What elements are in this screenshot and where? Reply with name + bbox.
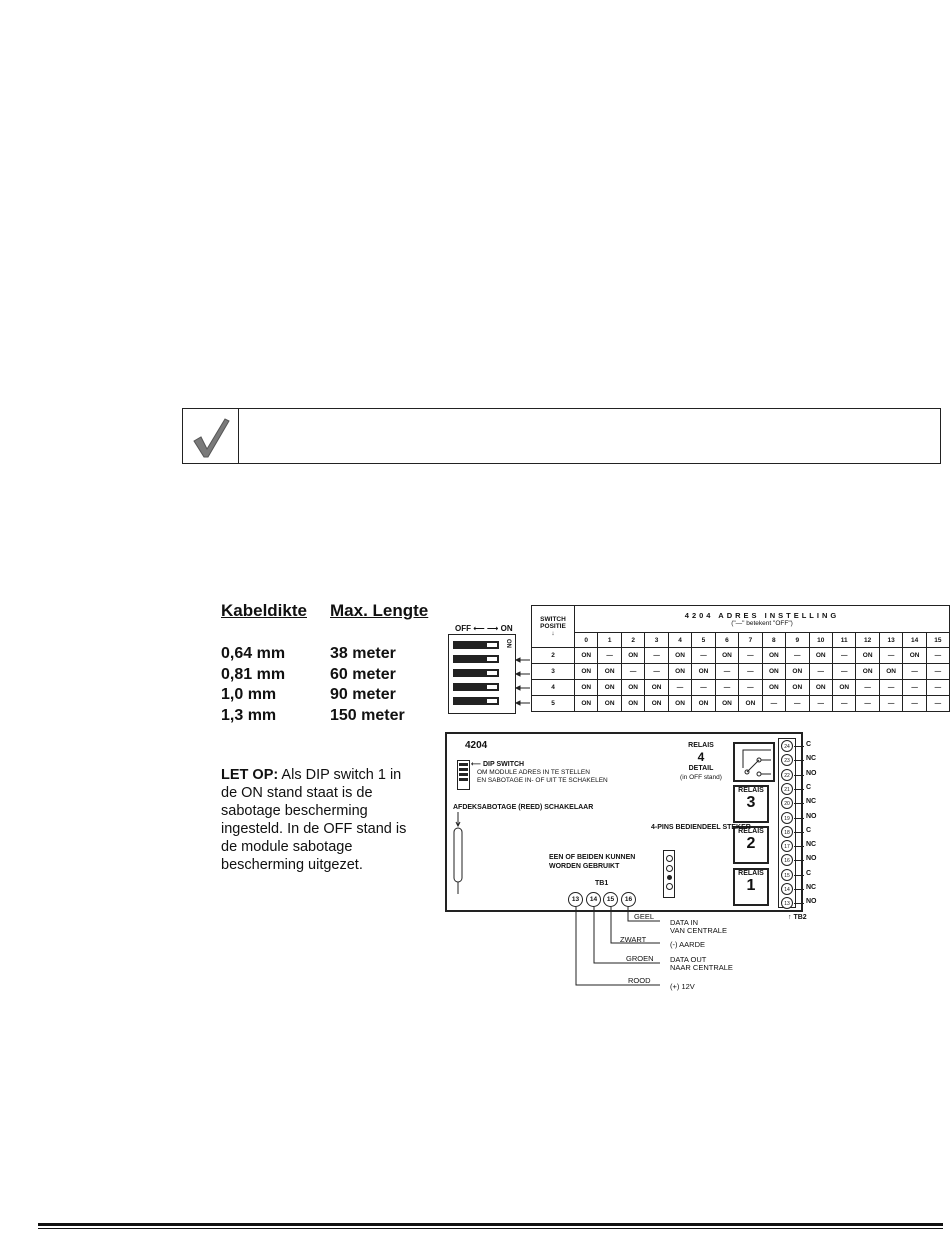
cable-col2-header: Max. Lengte	[330, 601, 429, 620]
tb2-terminal-label: C	[806, 783, 812, 791]
table-cell: ON	[786, 664, 809, 680]
relais-num: 2	[746, 835, 756, 852]
tb1-label: TB1	[595, 880, 609, 887]
wire-desc-groen-2: NAAR CENTRALE	[670, 963, 733, 972]
table-cell: —	[598, 648, 621, 664]
relais-num: 1	[746, 877, 756, 894]
cable-thickness: 0,64 mm	[221, 645, 286, 662]
table-cell: ON	[668, 664, 691, 680]
relais-title: RELAIS	[738, 870, 764, 877]
column-number: 1	[598, 633, 621, 648]
table-row	[532, 664, 950, 680]
table-cell: —	[903, 680, 926, 696]
table-cell: —	[926, 664, 949, 680]
wire-color-zwart: ZWART	[620, 935, 647, 944]
table-cell: —	[692, 680, 715, 696]
switch-position-header: SWITCH POSITIE ↓	[532, 606, 575, 648]
relais-title: RELAIS	[738, 828, 764, 835]
table-cell: —	[926, 696, 949, 712]
table-cell: —	[879, 648, 902, 664]
cable-length: 150 meter	[330, 707, 405, 724]
dip-switch-5	[453, 697, 499, 705]
cable-length: 60 meter	[330, 666, 396, 683]
een-label-1: EEN OF BEIDEN KUNNEN	[549, 854, 636, 861]
tb2-terminal-label: NO	[806, 769, 817, 777]
let-op-text: Als DIP switch 1 in de ON stand staat is de sabotage bescherming ingesteld. In de OFF stand is de module sabotage bescherming uitgezet.	[221, 767, 407, 873]
note-divider	[238, 409, 239, 463]
table-cell: ON	[762, 648, 785, 664]
table-cell: ON	[621, 680, 644, 696]
table-cell: ON	[739, 696, 762, 712]
column-number: 15	[926, 633, 949, 648]
dip-switch-diagram	[448, 634, 516, 714]
relais4-detail-box	[733, 742, 775, 782]
table-cell: ON	[832, 680, 855, 696]
table-cell: ON	[903, 648, 926, 664]
column-number: 6	[715, 633, 738, 648]
tb2-terminal-label: C	[806, 869, 812, 877]
relais4-detail: DETAIL	[688, 765, 714, 772]
dip-desc-1: OM MODULE ADRES IN TE STELLEN	[477, 769, 590, 776]
let-op-note	[221, 766, 421, 874]
table-cell: —	[809, 696, 832, 712]
wire-desc-geel-2: VAN CENTRALE	[670, 926, 727, 935]
relais-title: RELAIS	[738, 787, 764, 794]
table-cell: ON	[598, 664, 621, 680]
table-cell: —	[926, 680, 949, 696]
tb2-lead	[794, 889, 804, 890]
table-cell: —	[668, 680, 691, 696]
table-cell: ON	[715, 648, 738, 664]
column-number: 13	[879, 633, 902, 648]
table-cell: —	[786, 648, 809, 664]
column-number: 2	[621, 633, 644, 648]
table-cell: —	[903, 696, 926, 712]
tb2-terminal: 18	[781, 826, 793, 838]
relais-3-box	[733, 785, 769, 823]
table-cell: —	[856, 696, 879, 712]
relais4-num: 4	[697, 750, 705, 764]
reed-switch-icon	[451, 812, 465, 894]
wire-desc-geel-1: DATA IN	[670, 918, 699, 927]
tb2-lead	[794, 775, 804, 776]
footer-rule-thin	[38, 1228, 943, 1229]
tb2-terminal-label: NO	[806, 898, 817, 906]
tb2-label: ↑ TB2	[788, 914, 807, 921]
tb2-lead	[794, 903, 804, 904]
tb1-terminal: 13	[568, 892, 583, 907]
dip-switch-1	[453, 641, 499, 649]
column-number: 11	[832, 633, 855, 648]
relais4-sub: (in OFF stand)	[680, 774, 722, 781]
tb2-terminal: 13	[781, 897, 793, 909]
tb2-lead	[794, 846, 804, 847]
dip-switch-3	[453, 669, 499, 677]
tb2-terminal-label: NO	[806, 812, 817, 820]
tb2-terminal-label: C	[806, 826, 812, 834]
switch-position: 3	[532, 664, 575, 680]
table-cell: ON	[621, 696, 644, 712]
wire-color-groen: GROEN	[626, 954, 654, 963]
table-cell: ON	[786, 680, 809, 696]
address-title: 4204 ADRES INSTELLING	[684, 611, 840, 620]
column-number: 5	[692, 633, 715, 648]
relais4-title: RELAIS	[688, 742, 714, 749]
tb2-terminal-label: NC	[806, 841, 817, 849]
table-cell: —	[715, 680, 738, 696]
table-cell: —	[903, 664, 926, 680]
table-cell: —	[645, 664, 668, 680]
table-cell: —	[715, 664, 738, 680]
tb1-terminal: 14	[586, 892, 601, 907]
column-number: 4	[668, 633, 691, 648]
dip-pointer-arrows	[514, 655, 532, 710]
address-subtitle: ("—" betekent "OFF")	[731, 620, 793, 627]
cable-thickness: 1,0 mm	[221, 686, 277, 703]
module-name: 4204	[465, 740, 488, 751]
dip-off-on-label: OFF ⟵ ⟶ ON	[455, 624, 513, 633]
column-number: 14	[903, 633, 926, 648]
pins-label: 4-PINS BEDIENDEEL STEKER	[651, 824, 751, 831]
table-cell: ON	[575, 664, 598, 680]
module-4204	[445, 732, 803, 912]
table-cell: —	[786, 696, 809, 712]
tb2-lead	[794, 832, 804, 833]
tb2-lead	[794, 789, 804, 790]
tb2-terminal-label: NO	[806, 855, 817, 863]
cable-thickness: 0,81 mm	[221, 666, 286, 683]
table-cell: ON	[575, 648, 598, 664]
dip-on-label: ON	[505, 639, 511, 648]
cable-length: 90 meter	[330, 686, 396, 703]
wire-desc-zwart-1: (-) AARDE	[670, 940, 706, 949]
table-cell: —	[832, 648, 855, 664]
relais-1-box	[733, 868, 769, 906]
table-cell: —	[832, 696, 855, 712]
table-cell: ON	[692, 696, 715, 712]
tb2-terminal-label: NC	[806, 798, 817, 806]
column-number: 12	[856, 633, 879, 648]
table-cell: ON	[645, 696, 668, 712]
note-box	[182, 408, 941, 464]
address-table-title	[575, 606, 950, 633]
table-cell: ON	[621, 648, 644, 664]
table-row	[532, 648, 950, 664]
dip-switch-icon	[457, 760, 470, 790]
table-cell: ON	[715, 696, 738, 712]
table-cell: —	[879, 696, 902, 712]
table-cell: ON	[809, 680, 832, 696]
een-label-2: WORDEN GEBRUIKT	[549, 863, 620, 870]
table-cell: ON	[856, 664, 879, 680]
tb2-lead	[794, 760, 804, 761]
relay-contact-icon	[735, 744, 773, 780]
table-cell: ON	[879, 664, 902, 680]
column-number: 7	[739, 633, 762, 648]
table-row	[532, 696, 950, 712]
tb1-terminal: 15	[603, 892, 618, 907]
let-op-label: LET OP:	[221, 767, 279, 783]
cable-length: 38 meter	[330, 645, 396, 662]
cable-thickness: 1,3 mm	[221, 707, 277, 724]
reed-switch-label: AFDEKSABOTAGE (REED) SCHAKELAAR	[453, 804, 594, 811]
tb2-terminal: 20	[781, 797, 793, 809]
tb2-terminal-label: NC	[806, 884, 817, 891]
tb2-terminal: 17	[781, 840, 793, 852]
table-cell: ON	[668, 696, 691, 712]
table-cell: ON	[856, 648, 879, 664]
table-cell: ON	[692, 664, 715, 680]
checkmark-icon	[191, 415, 231, 464]
column-number: 10	[809, 633, 832, 648]
column-number: 8	[762, 633, 785, 648]
switch-position: 2	[532, 648, 575, 664]
table-cell: —	[645, 648, 668, 664]
table-cell: ON	[762, 680, 785, 696]
table-cell: —	[739, 664, 762, 680]
relais-2-box	[733, 826, 769, 864]
table-cell: —	[762, 696, 785, 712]
tb2-terminal: 19	[781, 812, 793, 824]
relais-num: 3	[746, 794, 756, 811]
address-table	[531, 605, 950, 712]
table-cell: —	[856, 680, 879, 696]
dip-switch-4	[453, 683, 499, 691]
switch-header-text: SWITCH POSITIE	[540, 616, 566, 630]
table-cell: —	[621, 664, 644, 680]
tb2-lead	[794, 860, 804, 861]
column-number: 0	[575, 633, 598, 648]
table-cell: ON	[762, 664, 785, 680]
table-cell: ON	[575, 696, 598, 712]
table-cell: ON	[575, 680, 598, 696]
table-cell: —	[832, 664, 855, 680]
tb2-terminal-label: NC	[806, 755, 817, 763]
table-cell: ON	[598, 680, 621, 696]
table-cell: —	[809, 664, 832, 680]
tb2-lead	[794, 746, 804, 747]
column-number: 3	[645, 633, 668, 648]
table-row	[532, 680, 950, 696]
tb2-terminal: 24	[781, 740, 793, 752]
tb2-terminal: 16	[781, 854, 793, 866]
table-cell: ON	[645, 680, 668, 696]
wire-desc-rood-1: (+) 12V	[670, 982, 695, 991]
tb2-terminal: 15	[781, 869, 793, 881]
table-cell: —	[739, 680, 762, 696]
footer-rule	[38, 1223, 943, 1226]
table-cell: ON	[809, 648, 832, 664]
dip-switch-label: ⟵ DIP SWITCH	[471, 761, 525, 768]
switch-position: 4	[532, 680, 575, 696]
4-pin-connector	[663, 850, 675, 898]
dip-switch-2	[453, 655, 499, 663]
tb2-terminal: 14	[781, 883, 793, 895]
wire-desc-groen-1: DATA OUT	[670, 955, 707, 964]
table-cell: ON	[668, 648, 691, 664]
table-cell: —	[739, 648, 762, 664]
table-cell: —	[926, 648, 949, 664]
cable-col1-header: Kabeldikte	[221, 601, 307, 620]
wire-color-geel: GEEL	[634, 912, 655, 921]
switch-position: 5	[532, 696, 575, 712]
column-number: 9	[786, 633, 809, 648]
table-cell: —	[879, 680, 902, 696]
table-cell: ON	[598, 696, 621, 712]
tb2-lead	[794, 875, 804, 876]
tb2-lead	[794, 818, 804, 819]
wire-color-rood: ROOD	[628, 976, 651, 985]
tb1-terminal: 16	[621, 892, 636, 907]
table-cell: —	[692, 648, 715, 664]
tb2-terminal: 23	[781, 754, 793, 766]
tb2-terminal-label: C	[806, 741, 812, 748]
tb2-terminal: 21	[781, 783, 793, 795]
tb2-terminal: 22	[781, 769, 793, 781]
tb2-lead	[794, 803, 804, 804]
dip-desc-2: EN SABOTAGE IN- OF UIT TE SCHAKELEN	[477, 777, 608, 784]
